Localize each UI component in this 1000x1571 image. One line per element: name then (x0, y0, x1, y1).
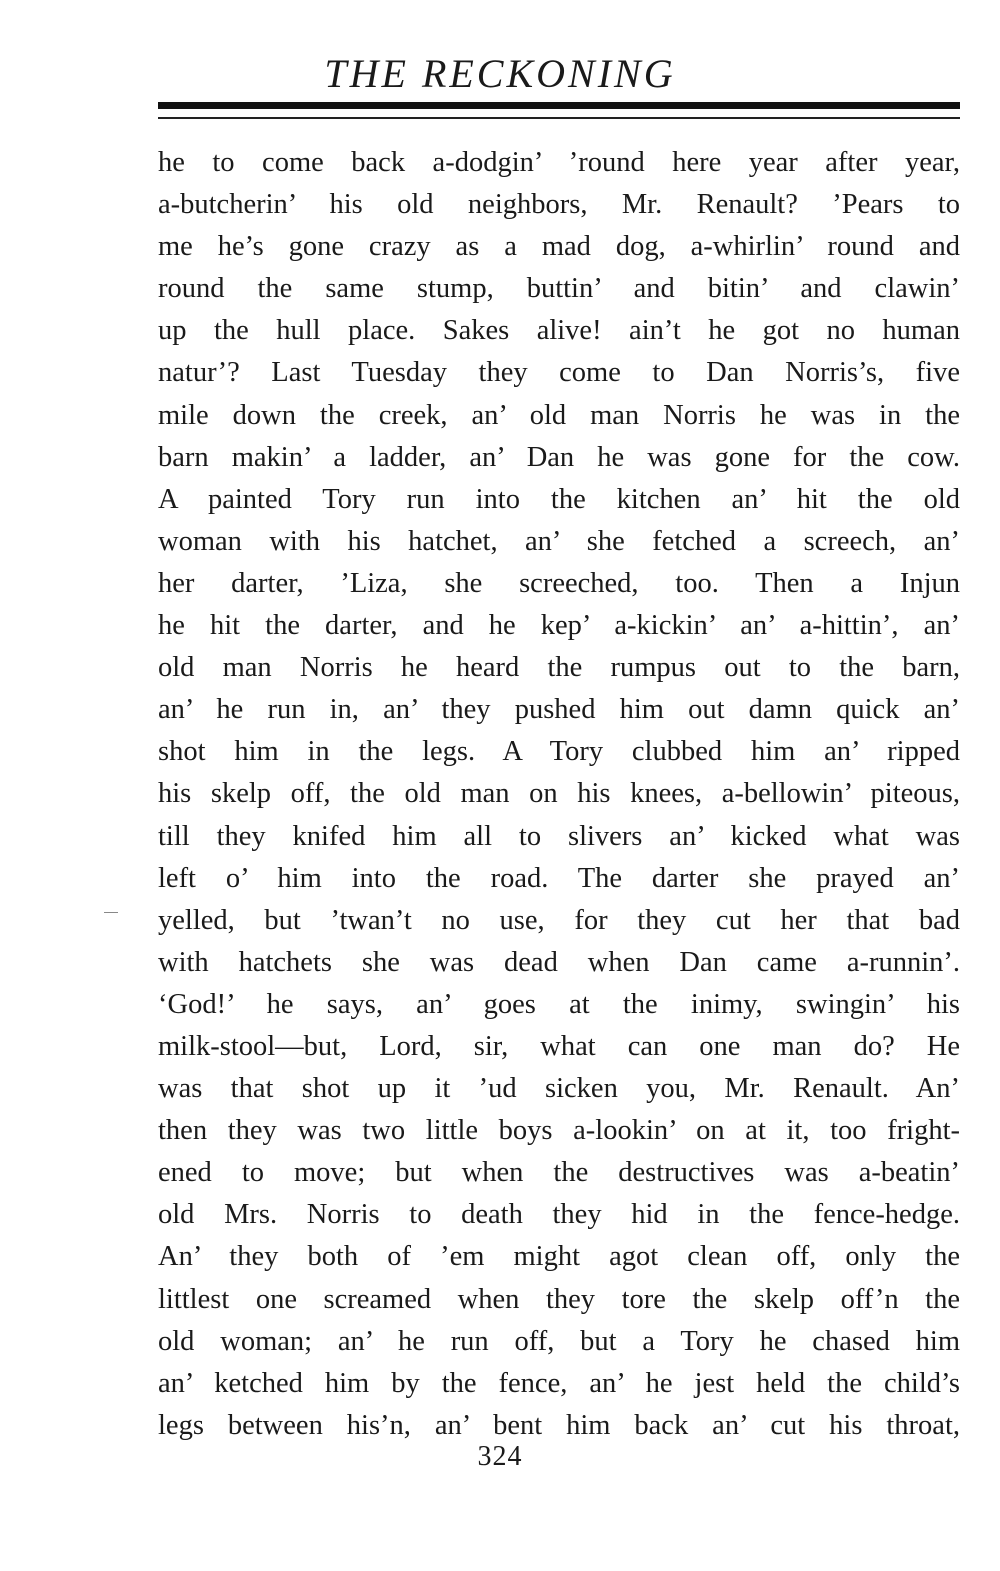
text-line: then they was two little boys a-lookin’ on at it, too fright- (158, 1115, 960, 1147)
text-line: up the hull place. Sakes alive! ain’t he got no human (158, 315, 960, 347)
text-line: ened to move; but when the destructives was a-beatin’ (158, 1157, 960, 1189)
text-line: till they knifed him all to slivers an’ kicked what was (158, 820, 960, 852)
text-line: barn makin’ a ladder, an’ Dan he was gone for the cow. (158, 441, 960, 473)
margin-mark (104, 912, 118, 913)
text-line: natur’? Last Tuesday they come to Dan Norris’s, five (158, 357, 960, 389)
text-line: a-butcherin’ his old neighbors, Mr. Renault? ’Pears to (158, 189, 960, 221)
text-line: An’ they both of ’em might agot clean off, only the (158, 1241, 960, 1273)
running-title: THE RECKONING (324, 51, 676, 96)
text-line: A painted Tory run into the kitchen an’ hit the old (158, 483, 960, 515)
text-line: round the same stump, buttin’ and bitin’ and clawin’ (158, 273, 960, 305)
text-line: an’ ketched him by the fence, an’ he jest held the child’s (158, 1367, 960, 1399)
text-line: he hit the darter, and he kep’ a-kickin’ an’ a-hittin’, an’ (158, 610, 960, 642)
text-line: he to come back a-dodgin’ ’round here year after year, (158, 147, 960, 178)
header-rule-thick (158, 102, 960, 109)
text-line: mile down the creek, an’ old man Norris he was in the (158, 399, 960, 431)
page-number: 324 (477, 1441, 523, 1472)
text-line: shot him in the legs. A Tory clubbed him an’ ripped (158, 736, 960, 768)
text-line: milk-stool—but, Lord, sir, what can one man do? He (158, 1030, 960, 1062)
text-line: yelled, but ’twan’t no use, for they cut her that bad (158, 904, 960, 936)
text-line: legs between his’n, an’ bent him back an’ cut his throat, (158, 1409, 960, 1441)
text-line: his skelp off, the old man on his knees, a-bellowin’ piteous, (158, 778, 960, 810)
text-line: old man Norris he heard the rumpus out to the barn, (158, 652, 960, 684)
body-text (158, 142, 960, 1447)
text-line: woman with his hatchet, an’ she fetched a screech, an’ (158, 525, 960, 557)
text-line: ‘God!’ he says, an’ goes at the inimy, swingin’ his (158, 988, 960, 1020)
text-line: me he’s gone crazy as a mad dog, a-whirlin’ round and (158, 231, 960, 263)
text-line: old Mrs. Norris to death they hid in the fence-hedge. (158, 1199, 960, 1231)
text-line: an’ he run in, an’ they pushed him out damn quick an’ (158, 694, 960, 726)
header-rule-thin (158, 117, 960, 119)
text-line: old woman; an’ he run off, but a Tory he chased him (158, 1325, 960, 1357)
text-line: with hatchets she was dead when Dan came a-runnin’. (158, 946, 960, 978)
text-line: littlest one screamed when they tore the skelp off’n the (158, 1283, 960, 1315)
text-line: was that shot up it ’ud sicken you, Mr. Renault. An’ (158, 1073, 960, 1105)
text-line: her darter, ’Liza, she screeched, too. Then a Injun (158, 567, 960, 599)
text-line: left o’ him into the road. The darter she prayed an’ (158, 862, 960, 894)
